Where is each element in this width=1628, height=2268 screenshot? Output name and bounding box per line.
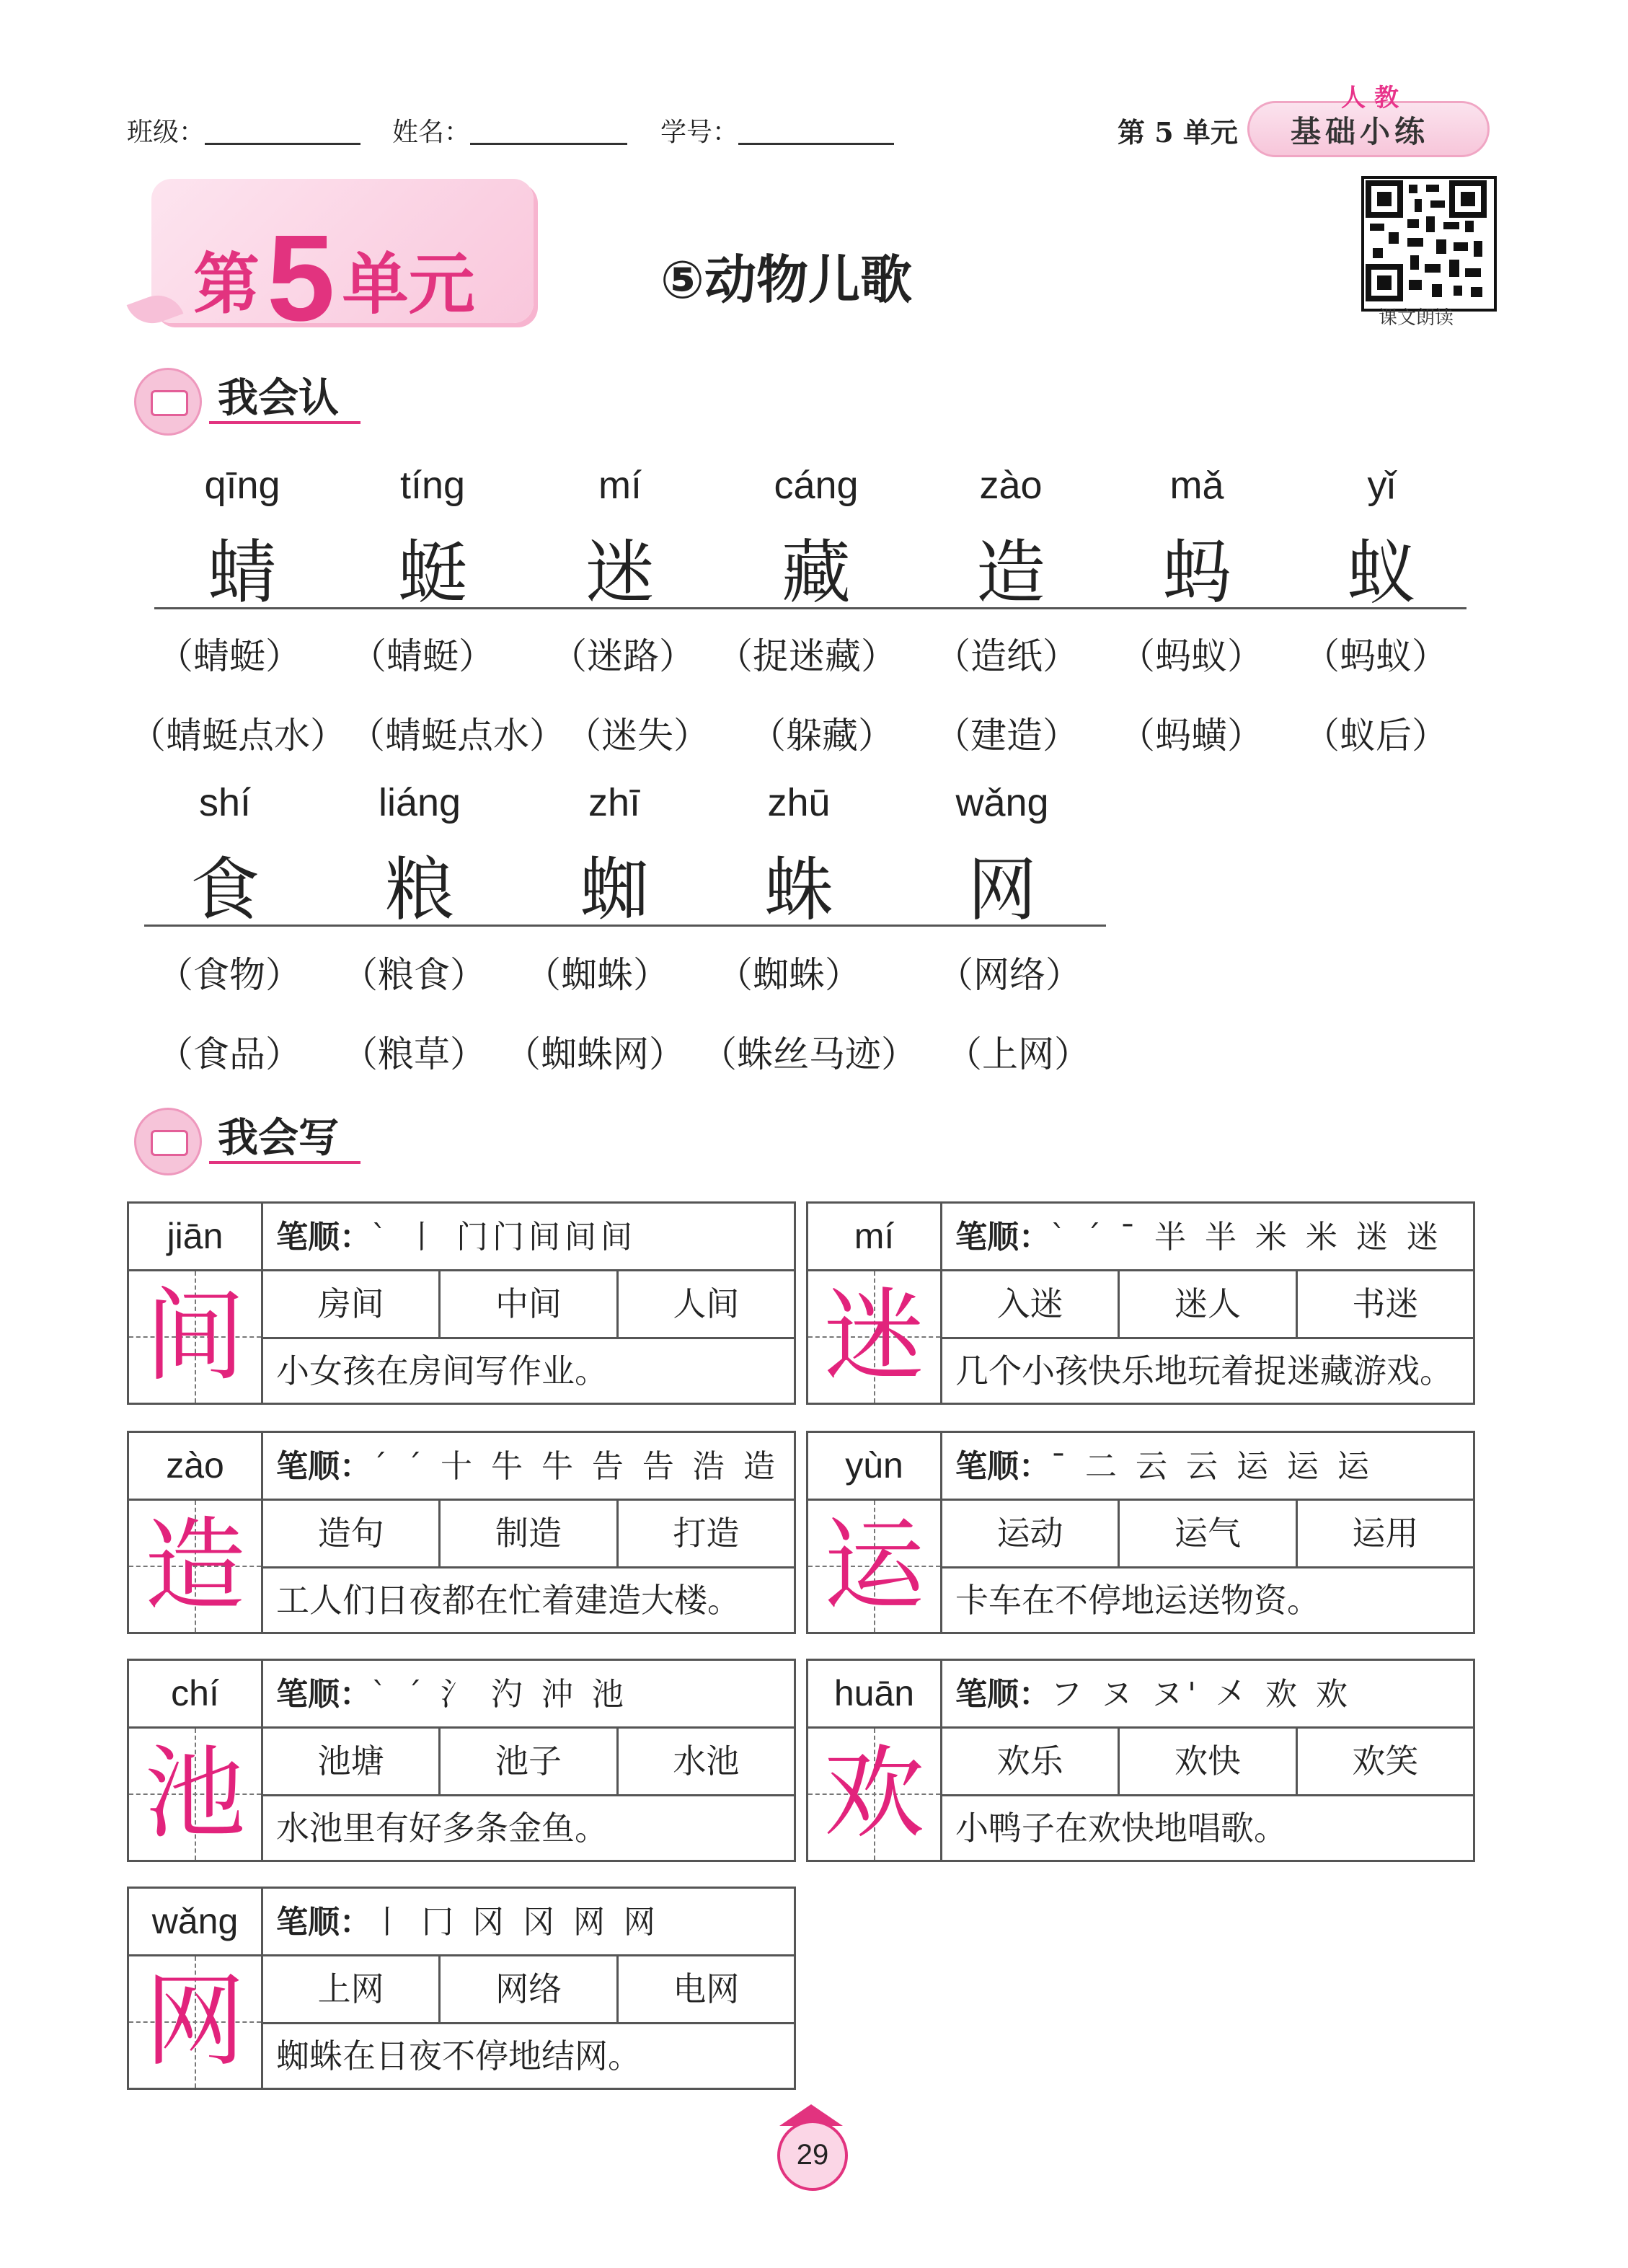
tianzige-grid[interactable]	[129, 1501, 263, 1632]
stroke-order	[942, 1661, 1473, 1729]
pinyin: cáng	[774, 464, 859, 507]
example-word: （食物）	[157, 954, 301, 996]
tianzige-grid[interactable]	[808, 1271, 942, 1403]
pinyin: tíng	[399, 464, 466, 507]
writing-card	[806, 1201, 1475, 1405]
baseline-rule	[154, 607, 1466, 609]
class-label: 班级：	[127, 118, 205, 147]
unit-suffix: 单元	[342, 246, 475, 323]
stroke-order-label: 笔顺：	[276, 1904, 371, 1941]
badge-publisher: 人教	[1341, 84, 1407, 112]
stroke-order	[263, 1204, 794, 1271]
example-word: （建造）	[934, 715, 1079, 756]
card-character: 欢	[823, 1735, 925, 1853]
name-label: 姓名：	[392, 118, 471, 147]
hanzi: 蚁	[1347, 532, 1416, 613]
writing-card	[127, 1201, 796, 1405]
stroke-order	[263, 1661, 794, 1729]
write-heading: 我会写	[218, 1115, 339, 1162]
card-word: 房间	[263, 1271, 441, 1337]
example-word: （蚂蚁）	[1119, 635, 1263, 677]
card-word: 造句	[263, 1501, 441, 1566]
stroke-sequence: 丨 冂 冈 冈 网 网	[371, 1904, 660, 1941]
card-word: 网络	[441, 1956, 618, 2022]
card-word: 运动	[942, 1501, 1120, 1566]
card-sentence: 几个小孩快乐地玩着捉迷藏游戏。	[955, 1351, 1453, 1390]
book-icon	[134, 1108, 202, 1175]
unit-indicator: 第 5 单元	[1118, 116, 1238, 149]
example-word: （网络）	[937, 954, 1081, 996]
pinyin: qīng	[204, 464, 280, 507]
page-number: 29	[777, 2120, 848, 2191]
card-words	[263, 1729, 794, 1796]
pinyin: shí	[198, 781, 252, 824]
stroke-sequence: ` ˊ ˉ 半 半 米 米 迷 迷	[1050, 1219, 1443, 1256]
hanzi: 迷	[585, 532, 655, 613]
card-words	[263, 1271, 794, 1339]
example-word: （粮食）	[342, 954, 486, 996]
example-word: （捉迷藏）	[717, 635, 897, 677]
hanzi: 蜘	[580, 850, 649, 930]
card-word: 电网	[673, 1969, 740, 2008]
class-blank[interactable]	[205, 143, 360, 145]
card-words	[942, 1271, 1473, 1339]
card-words	[263, 1501, 794, 1568]
tianzige-grid[interactable]	[129, 1956, 263, 2088]
card-pinyin: jiān	[129, 1204, 263, 1271]
stroke-order	[942, 1433, 1473, 1501]
unit-title	[193, 195, 475, 347]
student-id-label: 学号：	[660, 118, 739, 147]
qr-caption: 课文朗读	[1379, 307, 1454, 329]
card-word: 打造	[673, 1514, 740, 1553]
hanzi: 蛛	[764, 850, 833, 930]
example-word: （粮草）	[342, 1033, 486, 1075]
pinyin: zhī	[588, 781, 641, 824]
card-word: 欢笑	[1352, 1742, 1419, 1781]
name-blank[interactable]	[470, 143, 627, 145]
unit-prefix: 第	[193, 246, 260, 323]
stroke-order-label: 笔顺：	[276, 1448, 371, 1485]
card-sentence: 小女孩在房间写作业。	[276, 1351, 608, 1390]
hanzi: 蜓	[398, 532, 467, 613]
example-word: （蜻蜓点水）	[130, 715, 346, 756]
card-word: 欢快	[1120, 1729, 1297, 1794]
baseline-rule	[144, 925, 1106, 927]
hanzi: 蜻	[208, 532, 277, 613]
card-pinyin: wǎng	[129, 1889, 263, 1956]
example-word: （蛛丝马迹）	[701, 1033, 917, 1075]
card-words	[942, 1729, 1473, 1796]
writing-card	[806, 1659, 1475, 1862]
stroke-order-label: 笔顺：	[955, 1448, 1050, 1485]
hanzi: 蚂	[1162, 532, 1231, 613]
card-character: 造	[144, 1507, 246, 1625]
writing-card	[127, 1887, 796, 2090]
book-icon	[134, 368, 202, 436]
card-character: 池	[144, 1735, 246, 1853]
stroke-order	[263, 1889, 794, 1956]
example-word: （迷失）	[565, 715, 709, 756]
stroke-order-label: 笔顺：	[955, 1219, 1050, 1256]
card-words	[942, 1501, 1473, 1568]
student-id-blank[interactable]	[738, 143, 894, 145]
writing-card	[127, 1431, 796, 1634]
example-word: （蜻蜓）	[350, 635, 495, 677]
card-sentence: 小鸭子在欢快地唱歌。	[955, 1809, 1287, 1848]
example-word: （蜻蜓点水）	[349, 715, 565, 756]
card-word: 中间	[441, 1271, 618, 1337]
tianzige-grid[interactable]	[129, 1271, 263, 1403]
example-word: （蜘蛛）	[717, 954, 861, 996]
example-word: （蚂蚁）	[1304, 635, 1448, 677]
hanzi: 藏	[782, 532, 851, 613]
example-word: （迷路）	[551, 635, 695, 677]
hanzi: 食	[190, 850, 260, 930]
pinyin: wǎng	[955, 781, 1049, 824]
card-word: 水池	[673, 1742, 740, 1781]
card-pinyin: yùn	[808, 1433, 942, 1501]
hanzi: 网	[968, 850, 1037, 930]
stroke-sequence: フ ヌ ヌ' 㐅 欢 欢	[1050, 1676, 1353, 1713]
pinyin: liáng	[378, 781, 461, 824]
card-sentence: 蜘蛛在日夜不停地结网。	[276, 2037, 641, 2075]
lesson-title: ⑤动物儿歌	[660, 250, 912, 310]
pinyin: zhū	[767, 781, 831, 824]
example-word: （蚁后）	[1304, 715, 1448, 756]
qr-code-icon	[1364, 179, 1488, 303]
example-word: （上网）	[946, 1033, 1090, 1075]
hanzi: 粮	[385, 850, 454, 930]
card-pinyin: zào	[129, 1433, 263, 1501]
write-heading-underline	[209, 1161, 360, 1164]
card-character: 运	[823, 1507, 925, 1625]
tianzige-grid[interactable]	[808, 1501, 942, 1632]
card-word: 欢乐	[942, 1729, 1120, 1794]
stroke-sequence: ˊ ˊ 十 牛 牛 告 告 浩 造	[371, 1448, 779, 1485]
example-word: （蜘蛛网）	[505, 1033, 685, 1075]
example-word: （蜻蜓）	[157, 635, 301, 677]
card-pinyin: mí	[808, 1204, 942, 1271]
recognize-heading-underline	[209, 421, 360, 424]
card-word: 书迷	[1352, 1284, 1419, 1323]
writing-card	[127, 1659, 796, 1862]
example-word: （蜘蛛）	[525, 954, 669, 996]
card-character: 间	[144, 1278, 246, 1395]
pinyin: mí	[598, 464, 642, 507]
card-word: 迷人	[1120, 1271, 1297, 1337]
card-word: 运用	[1352, 1514, 1419, 1553]
card-word: 池塘	[263, 1729, 441, 1794]
card-sentence: 工人们日夜都在忙着建造大楼。	[276, 1581, 740, 1620]
card-word: 池子	[441, 1729, 618, 1794]
stroke-order-label: 笔顺：	[955, 1676, 1050, 1713]
example-word: （造纸）	[934, 635, 1079, 677]
recognize-heading: 我会认	[218, 375, 339, 422]
stroke-order	[942, 1204, 1473, 1271]
card-character: 迷	[823, 1278, 925, 1395]
badge-series-name: 基础小练	[1291, 114, 1430, 149]
pinyin: zào	[979, 464, 1043, 507]
stroke-order-label: 笔顺：	[276, 1219, 371, 1256]
card-pinyin: chí	[129, 1661, 263, 1729]
card-word: 上网	[263, 1956, 441, 2022]
example-word: （蚂蟥）	[1119, 715, 1263, 756]
hanzi: 造	[976, 532, 1045, 613]
tianzige-grid[interactable]	[129, 1729, 263, 1860]
card-pinyin: huān	[808, 1661, 942, 1729]
stroke-order	[263, 1433, 794, 1501]
tianzige-grid[interactable]	[808, 1729, 942, 1860]
card-words	[263, 1956, 794, 2024]
example-word: （躲藏）	[750, 715, 894, 756]
card-sentence: 卡车在不停地运送物资。	[955, 1581, 1320, 1620]
qr-code[interactable]	[1361, 176, 1497, 312]
stroke-order-label: 笔顺：	[276, 1676, 371, 1713]
stroke-sequence: ` ˊ 氵 汋 沖 池	[371, 1676, 628, 1713]
writing-card	[806, 1431, 1475, 1634]
card-word: 入迷	[942, 1271, 1120, 1337]
card-character: 网	[144, 1963, 246, 2081]
pinyin: yǐ	[1367, 464, 1396, 507]
pinyin: mǎ	[1169, 464, 1224, 507]
card-sentence: 水池里有好多条金鱼。	[276, 1809, 608, 1848]
card-word: 人间	[673, 1284, 740, 1323]
stroke-sequence: ` 丨 门门间间间	[371, 1219, 637, 1256]
card-word: 制造	[441, 1501, 618, 1566]
stroke-sequence: ˉ 二 云 云 运 运 运	[1050, 1448, 1373, 1485]
example-word: （食品）	[157, 1033, 301, 1075]
card-word: 运气	[1120, 1501, 1297, 1566]
unit-number: 5	[267, 210, 335, 347]
